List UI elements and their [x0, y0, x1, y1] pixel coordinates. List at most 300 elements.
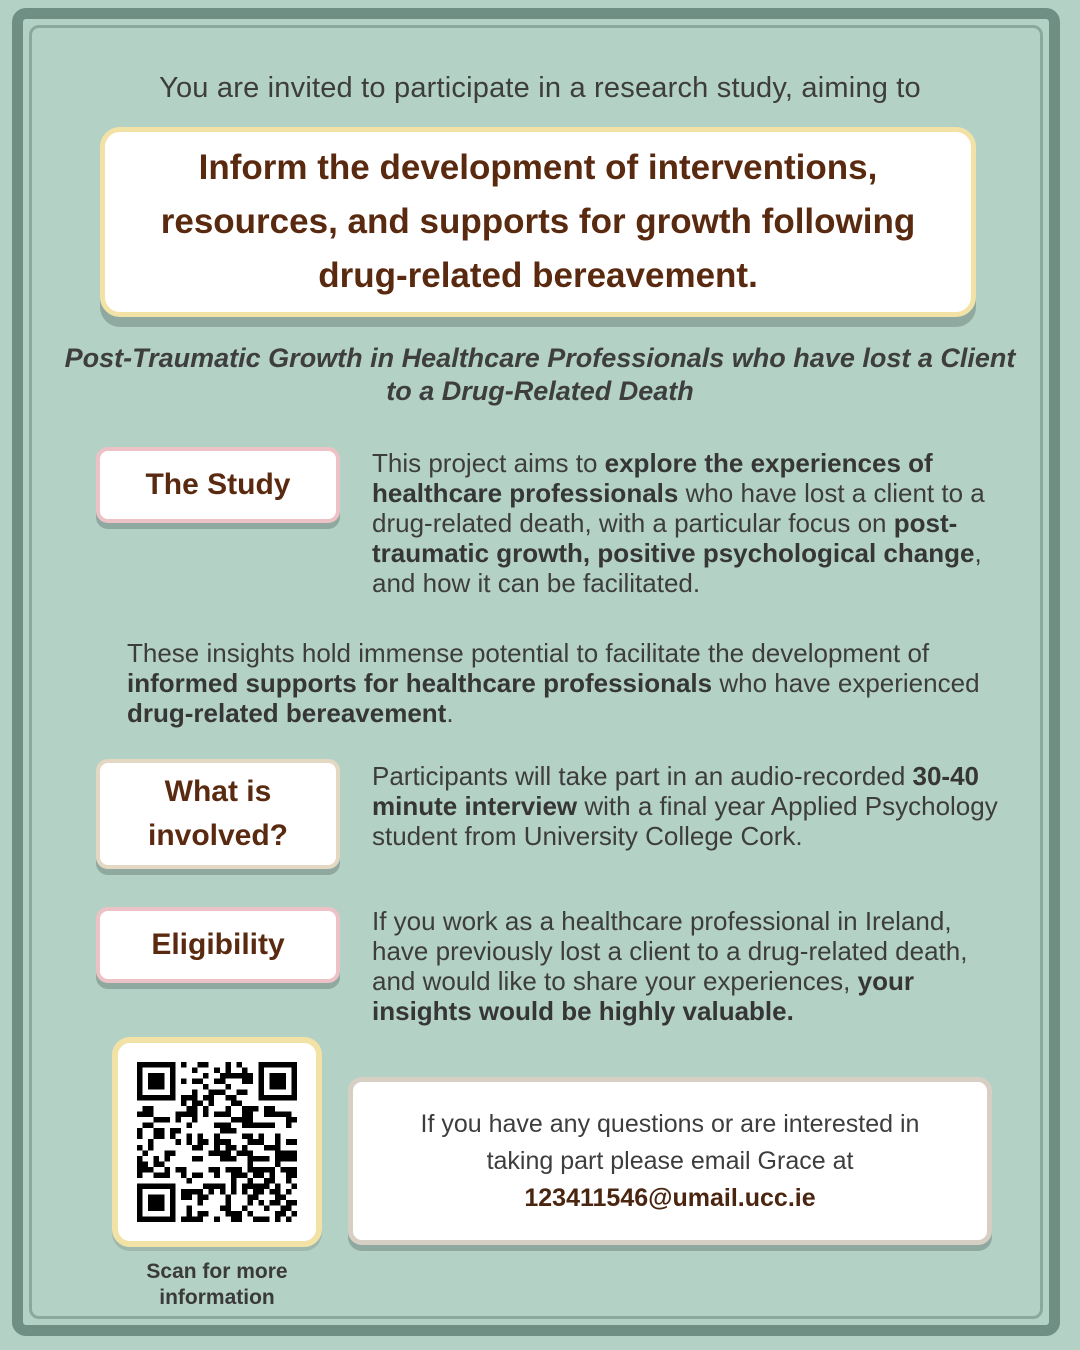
- qr-module: [209, 1090, 215, 1096]
- qr-module: [143, 1112, 149, 1118]
- qr-module: [192, 1216, 198, 1222]
- insights-bold-1: informed supports for healthcare professionals: [127, 668, 713, 698]
- qr-module: [203, 1084, 209, 1090]
- qr-module: [242, 1073, 248, 1079]
- qr-module: [220, 1073, 226, 1079]
- qr-module: [148, 1062, 154, 1068]
- qr-module: [236, 1211, 242, 1217]
- qr-module: [137, 1172, 143, 1178]
- qr-module: [280, 1079, 286, 1085]
- qr-module: [275, 1189, 281, 1195]
- qr-module: [148, 1106, 154, 1112]
- qr-module: [159, 1117, 165, 1123]
- qr-module: [225, 1095, 231, 1101]
- qr-module: [148, 1205, 154, 1211]
- qr-module: [214, 1150, 220, 1156]
- qr-module: [176, 1128, 182, 1134]
- qr-module: [137, 1145, 143, 1151]
- qr-module: [258, 1189, 264, 1195]
- qr-module: [159, 1073, 165, 1079]
- qr-module: [253, 1156, 259, 1162]
- qr-module: [231, 1101, 237, 1107]
- qr-module: [181, 1095, 187, 1101]
- study-description: [372, 448, 1002, 598]
- study-label-box: [96, 447, 340, 523]
- qr-module: [275, 1145, 281, 1151]
- involved-label-line2: involved?: [147, 819, 289, 852]
- qr-module: [231, 1145, 237, 1151]
- qr-module: [286, 1062, 292, 1068]
- qr-module: [214, 1139, 220, 1145]
- qr-module: [209, 1101, 215, 1107]
- qr-module: [242, 1079, 248, 1085]
- qr-module: [220, 1090, 226, 1096]
- qr-module: [225, 1156, 231, 1162]
- qr-module: [159, 1095, 165, 1101]
- involved-label-box: [96, 759, 340, 869]
- contact-email[interactable]: 123411546@umail.ucc.ie: [524, 1183, 816, 1212]
- qr-caption-line2: information: [159, 1286, 275, 1309]
- qr-module: [220, 1079, 226, 1085]
- intro-text: You are invited to participate in a research study, aiming to: [159, 72, 921, 104]
- qr-module: [269, 1123, 275, 1129]
- insights-paragraph: [127, 638, 987, 728]
- qr-module: [280, 1194, 286, 1200]
- qr-module: [203, 1139, 209, 1145]
- qr-module: [291, 1084, 297, 1090]
- qr-module: [258, 1139, 264, 1145]
- qr-module: [154, 1172, 160, 1178]
- qr-module: [286, 1167, 292, 1173]
- qr-module: [280, 1062, 286, 1068]
- qr-module: [253, 1106, 259, 1112]
- qr-module: [247, 1161, 253, 1167]
- qr-module: [214, 1079, 220, 1085]
- qr-module: [242, 1183, 248, 1189]
- involved-description: [372, 761, 1002, 851]
- qr-code-box: [112, 1037, 322, 1247]
- insights-bold-2: drug-related bereavement: [127, 698, 447, 728]
- qr-module: [198, 1145, 204, 1151]
- qr-module: [154, 1117, 160, 1123]
- qr-module: [214, 1068, 220, 1074]
- qr-module: [154, 1134, 160, 1140]
- qr-module: [154, 1216, 160, 1222]
- qr-module: [286, 1123, 292, 1129]
- qr-module: [137, 1183, 143, 1189]
- qr-module: [154, 1073, 160, 1079]
- qr-module: [159, 1200, 165, 1206]
- qr-module: [187, 1095, 193, 1101]
- qr-module: [225, 1106, 231, 1112]
- qr-module: [154, 1161, 160, 1167]
- qr-module: [137, 1062, 143, 1068]
- qr-module: [247, 1112, 253, 1118]
- qr-module: [258, 1167, 264, 1173]
- qr-module: [269, 1106, 275, 1112]
- qr-module: [203, 1112, 209, 1118]
- qr-module: [187, 1139, 193, 1145]
- qr-module: [231, 1095, 237, 1101]
- qr-module: [264, 1106, 270, 1112]
- qr-module: [137, 1095, 143, 1101]
- qr-module: [137, 1073, 143, 1079]
- qr-module: [247, 1200, 253, 1206]
- qr-module: [143, 1167, 149, 1173]
- qr-module: [258, 1216, 264, 1222]
- qr-module: [170, 1084, 176, 1090]
- qr-module: [258, 1123, 264, 1129]
- qr-module: [170, 1216, 176, 1222]
- eligibility-bold-1: your insights would be highly valuable.: [372, 966, 914, 1026]
- qr-module: [242, 1123, 248, 1129]
- qr-module: [242, 1068, 248, 1074]
- study-bold-2: post-traumatic growth, positive psychological change: [372, 508, 975, 568]
- qr-module: [154, 1205, 160, 1211]
- qr-module: [275, 1216, 281, 1222]
- qr-module: [247, 1194, 253, 1200]
- qr-module: [225, 1167, 231, 1173]
- qr-module: [170, 1068, 176, 1074]
- qr-module: [269, 1095, 275, 1101]
- qr-module: [291, 1090, 297, 1096]
- qr-module: [137, 1084, 143, 1090]
- qr-module: [198, 1139, 204, 1145]
- qr-module: [236, 1073, 242, 1079]
- qr-module: [264, 1216, 270, 1222]
- headline: Inform the development of interventions, resources, and supports for growth following drug-related bereavement.: [160, 148, 916, 295]
- qr-module: [137, 1167, 143, 1173]
- qr-module: [236, 1101, 242, 1107]
- qr-module: [154, 1183, 160, 1189]
- qr-module: [242, 1172, 248, 1178]
- qr-module: [214, 1112, 220, 1118]
- qr-module: [258, 1073, 264, 1079]
- qr-module: [137, 1156, 143, 1162]
- qr-module: [253, 1123, 259, 1129]
- qr-module: [231, 1167, 237, 1173]
- qr-module: [214, 1216, 220, 1222]
- qr-module: [170, 1194, 176, 1200]
- qr-module: [231, 1178, 237, 1184]
- qr-module: [170, 1189, 176, 1195]
- qr-module: [137, 1194, 143, 1200]
- qr-module: [209, 1183, 215, 1189]
- qr-module: [192, 1156, 198, 1162]
- qr-module: [286, 1112, 292, 1118]
- qr-module: [286, 1216, 292, 1222]
- qr-module: [242, 1117, 248, 1123]
- qr-module: [143, 1123, 149, 1129]
- qr-module: [165, 1150, 171, 1156]
- qr-module: [225, 1145, 231, 1151]
- qr-module: [170, 1073, 176, 1079]
- qr-module: [247, 1139, 253, 1145]
- qr-module: [286, 1205, 292, 1211]
- qr-module: [291, 1211, 297, 1217]
- qr-module: [137, 1200, 143, 1206]
- qr-module: [242, 1189, 248, 1195]
- qr-module: [242, 1106, 248, 1112]
- qr-module: [181, 1189, 187, 1195]
- eligibility-text-1: If you work as a healthcare professional in Ireland, have previously lost a client to a drug-related death, and would like to share your experiences,: [372, 906, 968, 996]
- qr-module: [269, 1084, 275, 1090]
- qr-module: [291, 1183, 297, 1189]
- qr-module: [269, 1062, 275, 1068]
- qr-module: [269, 1189, 275, 1195]
- qr-module: [209, 1150, 215, 1156]
- insights-text-3: .: [446, 698, 454, 728]
- qr-module: [269, 1172, 275, 1178]
- qr-module: [280, 1167, 286, 1173]
- qr-module: [137, 1134, 143, 1140]
- qr-module: [154, 1194, 160, 1200]
- qr-module: [170, 1134, 176, 1140]
- qr-module: [247, 1073, 253, 1079]
- qr-module: [192, 1145, 198, 1151]
- qr-module: [181, 1062, 187, 1068]
- qr-module: [170, 1205, 176, 1211]
- study-title: Post-Traumatic Growth in Healthcare Professionals who have lost a Client to a Drug-Related Death: [64, 343, 1016, 406]
- qr-module: [220, 1128, 226, 1134]
- qr-module: [170, 1183, 176, 1189]
- qr-module: [181, 1167, 187, 1173]
- qr-module: [165, 1172, 171, 1178]
- qr-module: [280, 1205, 286, 1211]
- qr-module: [143, 1062, 149, 1068]
- contact-line2: taking part please email Grace at: [486, 1146, 854, 1175]
- qr-module: [170, 1079, 176, 1085]
- qr-module: [275, 1161, 281, 1167]
- qr-module: [242, 1205, 248, 1211]
- qr-module: [280, 1112, 286, 1118]
- insights-text-1: These insights hold immense potential to facilitate the development of: [127, 638, 930, 668]
- qr-module: [275, 1134, 281, 1140]
- qr-module: [214, 1123, 220, 1129]
- qr-module: [154, 1128, 160, 1134]
- qr-module: [264, 1178, 270, 1184]
- qr-module: [198, 1172, 204, 1178]
- qr-module: [137, 1205, 143, 1211]
- qr-module: [181, 1216, 187, 1222]
- qr-module: [192, 1068, 198, 1074]
- qr-module: [209, 1167, 215, 1173]
- qr-module: [181, 1172, 187, 1178]
- qr-module: [264, 1123, 270, 1129]
- qr-module: [203, 1062, 209, 1068]
- qr-module: [269, 1079, 275, 1085]
- qr-module: [181, 1079, 187, 1085]
- qr-module: [253, 1216, 259, 1222]
- qr-module: [225, 1123, 231, 1129]
- qr-module: [247, 1156, 253, 1162]
- qr-module: [291, 1079, 297, 1085]
- qr-module: [264, 1183, 270, 1189]
- qr-module: [236, 1090, 242, 1096]
- qr-module: [165, 1156, 171, 1162]
- insights-text-2: who have experienced: [712, 668, 980, 698]
- qr-module: [198, 1211, 204, 1217]
- qr-module: [264, 1156, 270, 1162]
- qr-module: [247, 1178, 253, 1184]
- qr-module: [170, 1150, 176, 1156]
- qr-module: [236, 1150, 242, 1156]
- qr-module: [148, 1167, 154, 1173]
- qr-module: [159, 1084, 165, 1090]
- qr-module: [253, 1167, 259, 1173]
- qr-module: [275, 1073, 281, 1079]
- qr-module: [220, 1123, 226, 1129]
- qr-module: [209, 1189, 215, 1195]
- qr-module: [225, 1128, 231, 1134]
- qr-module: [203, 1095, 209, 1101]
- qr-module: [275, 1139, 281, 1145]
- qr-module: [181, 1101, 187, 1107]
- qr-module: [214, 1167, 220, 1173]
- qr-module: [137, 1090, 143, 1096]
- qr-module: [225, 1205, 231, 1211]
- qr-module: [137, 1189, 143, 1195]
- qr-module: [225, 1194, 231, 1200]
- qr-module: [220, 1156, 226, 1162]
- qr-module: [242, 1112, 248, 1118]
- qr-module: [225, 1068, 231, 1074]
- qr-caption-line1: Scan for more: [146, 1260, 288, 1283]
- qr-module: [291, 1200, 297, 1206]
- qr-module: [225, 1112, 231, 1118]
- qr-module: [187, 1194, 193, 1200]
- qr-module: [225, 1062, 231, 1068]
- qr-module: [137, 1216, 143, 1222]
- qr-module: [275, 1150, 281, 1156]
- qr-module: [258, 1095, 264, 1101]
- qr-module: [170, 1200, 176, 1206]
- qr-module: [198, 1189, 204, 1195]
- qr-module: [176, 1112, 182, 1118]
- qr-code-icon[interactable]: [137, 1062, 297, 1222]
- qr-module: [198, 1194, 204, 1200]
- qr-module: [192, 1112, 198, 1118]
- qr-module: [192, 1172, 198, 1178]
- eligibility-description: [372, 906, 1002, 1026]
- qr-module: [286, 1095, 292, 1101]
- qr-module: [148, 1079, 154, 1085]
- qr-module: [137, 1068, 143, 1074]
- qr-module: [231, 1211, 237, 1217]
- qr-module: [203, 1211, 209, 1217]
- qr-module: [176, 1117, 182, 1123]
- qr-module: [214, 1172, 220, 1178]
- qr-module: [280, 1211, 286, 1217]
- qr-module: [192, 1095, 198, 1101]
- qr-module: [165, 1062, 171, 1068]
- qr-module: [203, 1073, 209, 1079]
- study-text-1: This project aims to: [372, 448, 605, 478]
- eligibility-label: Eligibility: [151, 928, 285, 961]
- qr-module: [280, 1084, 286, 1090]
- qr-module: [192, 1090, 198, 1096]
- qr-module: [165, 1117, 171, 1123]
- qr-module: [247, 1150, 253, 1156]
- qr-module: [280, 1095, 286, 1101]
- qr-module: [247, 1123, 253, 1129]
- qr-module: [198, 1216, 204, 1222]
- qr-module: [214, 1145, 220, 1151]
- qr-module: [231, 1117, 237, 1123]
- qr-module: [286, 1189, 292, 1195]
- qr-module: [264, 1095, 270, 1101]
- qr-module: [231, 1128, 237, 1134]
- qr-module: [264, 1167, 270, 1173]
- qr-module: [165, 1095, 171, 1101]
- qr-module: [275, 1084, 281, 1090]
- qr-module: [220, 1150, 226, 1156]
- qr-module: [253, 1194, 259, 1200]
- qr-module: [159, 1183, 165, 1189]
- qr-module: [137, 1112, 143, 1118]
- qr-module: [247, 1106, 253, 1112]
- contact-line1: If you have any questions or are interested in: [420, 1109, 920, 1138]
- qr-module: [231, 1183, 237, 1189]
- qr-module: [187, 1216, 193, 1222]
- qr-module: [286, 1150, 292, 1156]
- qr-module: [275, 1200, 281, 1206]
- qr-module: [176, 1167, 182, 1173]
- qr-module: [291, 1156, 297, 1162]
- qr-module: [165, 1167, 171, 1173]
- qr-module: [258, 1172, 264, 1178]
- qr-module: [143, 1106, 149, 1112]
- qr-module: [143, 1183, 149, 1189]
- qr-module: [198, 1079, 204, 1085]
- qr-module: [148, 1216, 154, 1222]
- qr-module: [148, 1200, 154, 1206]
- qr-module: [231, 1216, 237, 1222]
- involved-label-line1: What is: [164, 775, 272, 808]
- qr-module: [154, 1062, 160, 1068]
- qr-module: [198, 1134, 204, 1140]
- qr-module: [253, 1172, 259, 1178]
- qr-module: [275, 1211, 281, 1217]
- qr-module: [148, 1194, 154, 1200]
- study-text-2: who have lost a client to a drug-related death, with a particular focus on: [372, 478, 985, 538]
- qr-module: [154, 1156, 160, 1162]
- qr-module: [192, 1106, 198, 1112]
- headline-box: [100, 127, 976, 317]
- qr-module: [291, 1073, 297, 1079]
- qr-module: [225, 1150, 231, 1156]
- qr-module: [247, 1183, 253, 1189]
- qr-module: [137, 1161, 143, 1167]
- qr-module: [291, 1062, 297, 1068]
- qr-module: [247, 1211, 253, 1217]
- qr-module: [253, 1139, 259, 1145]
- qr-module: [275, 1183, 281, 1189]
- qr-module: [159, 1172, 165, 1178]
- qr-module: [280, 1073, 286, 1079]
- qr-module: [148, 1183, 154, 1189]
- qr-module: [291, 1139, 297, 1145]
- qr-module: [187, 1211, 193, 1217]
- qr-module: [231, 1073, 237, 1079]
- qr-module: [242, 1134, 248, 1140]
- qr-module: [170, 1090, 176, 1096]
- qr-module: [154, 1200, 160, 1206]
- qr-module: [258, 1134, 264, 1140]
- qr-module: [236, 1117, 242, 1123]
- qr-module: [269, 1200, 275, 1206]
- qr-module: [154, 1079, 160, 1085]
